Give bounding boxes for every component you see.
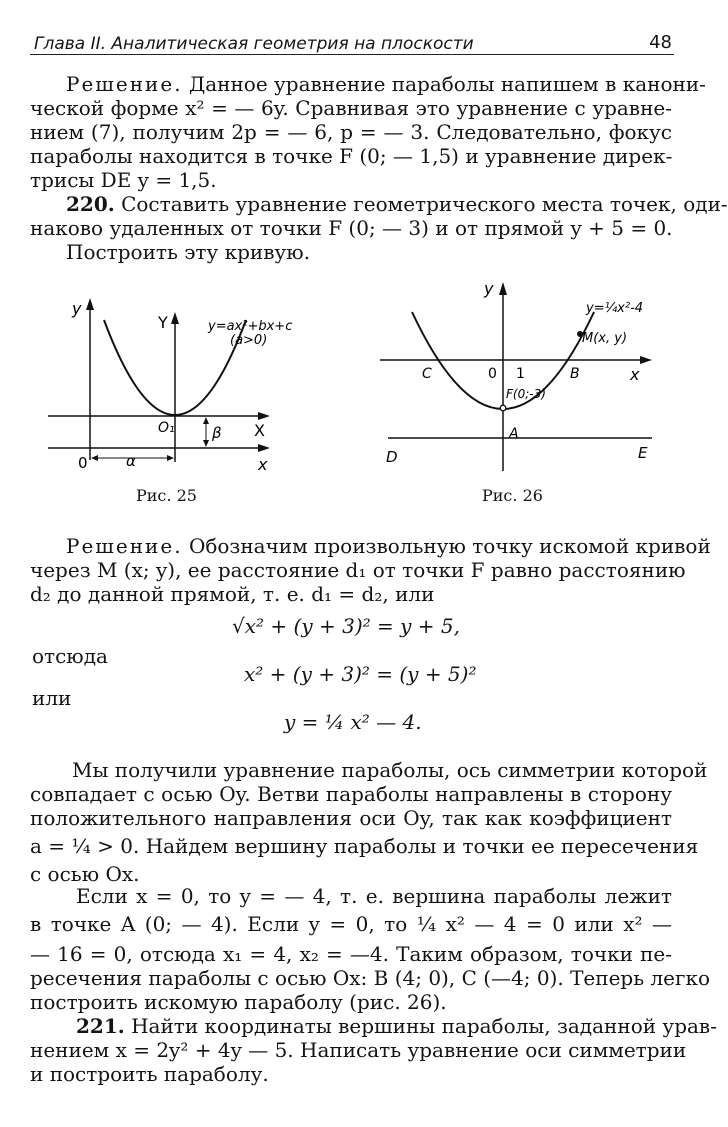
page-header <box>30 32 674 55</box>
figure-26 <box>370 276 670 476</box>
text-line: построить искомую параболу (рис. 26). <box>30 990 447 1014</box>
text-line: в точке A (0; — 4). Если y = 0, то ¼ x² — 4 = 0 или x² — <box>30 912 672 936</box>
fig26-label-d: D <box>386 448 398 466</box>
fig26-label-focus: F(0;-3) <box>506 387 546 401</box>
equation-3: y = ¼ x² — 4. <box>284 710 422 734</box>
fig26-label-c: C <box>422 366 432 382</box>
text-line: ресечения параболы с осью Ox: B (4; 0), C (—4; 0). Теперь легко <box>30 966 711 990</box>
fig25-equation: y=ax²+bx+c <box>208 319 293 334</box>
fig25-label-x: x <box>258 455 268 474</box>
fig26-label-e: E <box>638 444 648 462</box>
fig26-label-y: y <box>484 279 494 298</box>
text-line: с осью Ox. <box>30 862 140 886</box>
text-line: нением x = 2y² + 4y — 5. Написать уравнение оси симметрии <box>30 1038 687 1062</box>
text-line <box>66 534 711 558</box>
word-otsyuda: отсюда <box>32 644 108 668</box>
fig25-condition: (a>0) <box>230 333 268 348</box>
focus-point <box>500 405 506 411</box>
fig26-label-m: M(x, y) <box>582 331 628 346</box>
text-fragment: Составить уравнение геометрического места точек, оди- <box>121 192 728 216</box>
fig26-label-a: A <box>509 426 519 442</box>
solution-lead: Решение. <box>66 72 183 96</box>
fig25-label-X: X <box>254 421 265 440</box>
problem-number: 220. <box>66 192 115 216</box>
text-line: a = ¼ > 0. Найдем вершину параболы и точки ее пересечения <box>30 834 699 858</box>
fig25-label-y: y <box>72 299 82 318</box>
text-line: d₂ до данной прямой, т. е. d₁ = d₂, или <box>30 582 435 606</box>
text-line: Мы получили уравнение параболы, ось симметрии которой <box>72 758 708 782</box>
equation-1: √x² + (y + 3)² = y + 5, <box>232 614 460 638</box>
text-line <box>66 192 728 216</box>
text-line: нием (7), получим 2p = — 6, p = — 3. Следовательно, фокус <box>30 120 672 144</box>
fig25-label-vertex: O₁ <box>158 420 175 436</box>
text-line <box>76 1014 717 1038</box>
fig26-equation: y=¼x²-4 <box>586 301 644 316</box>
running-title: Глава II. Аналитическая геометрия на плоскости <box>34 34 474 54</box>
fig26-label-x: x <box>630 365 640 384</box>
text-line: Если x = 0, то y = — 4, т. е. вершина параболы лежит <box>76 884 672 908</box>
figure-25 <box>40 290 293 480</box>
text-line: совпадает с осью Oy. Ветви параболы направлены в сторону <box>30 782 672 806</box>
word-ili: или <box>32 686 72 710</box>
text-line: через M (x; y), ее расстояние d₁ от точки F равно расстоянию <box>30 558 686 582</box>
text-fragment: Найти координаты вершины параболы, заданной урав- <box>131 1014 717 1038</box>
fig25-caption: Рис. 25 <box>136 486 197 505</box>
text-line: ческой форме x² = — 6y. Сравнивая это уравнение с уравне- <box>30 96 672 120</box>
problem-number: 221. <box>76 1014 125 1038</box>
fig25-label-origin: 0 <box>78 454 88 472</box>
fig26-label-one: 1 <box>516 366 525 382</box>
fig26-caption: Рис. 26 <box>482 486 543 505</box>
fig26-label-origin: 0 <box>488 366 497 382</box>
equation-2: x² + (y + 3)² = (y + 5)² <box>244 662 477 686</box>
text-fragment: Данное уравнение параболы напишем в канони- <box>188 72 706 96</box>
text-line: наково удаленных от точки F (0; — 3) и от прямой y + 5 = 0. <box>30 216 673 240</box>
fig26-label-b: B <box>570 366 580 382</box>
fig25-label-Y: Y <box>158 313 168 332</box>
fig25-label-beta: β <box>212 424 222 442</box>
text-fragment: Обозначим произвольную точку искомой кривой <box>188 534 711 558</box>
text-line: и построить параболу. <box>30 1062 269 1086</box>
page-number: 48 <box>649 32 672 53</box>
text-line: трисы DE y = 1,5. <box>30 168 217 192</box>
fig25-label-alpha: α <box>126 452 136 470</box>
text-line <box>66 72 706 96</box>
solution-lead: Решение. <box>66 534 183 558</box>
text-line: Построить эту кривую. <box>66 240 311 264</box>
text-line: положительного направления оси Oy, так как коэффициент <box>30 806 672 830</box>
text-line: параболы находится в точке F (0; — 1,5) и уравнение дирек- <box>30 144 673 168</box>
text-line: — 16 = 0, отсюда x₁ = 4, x₂ = —4. Таким образом, точки пе- <box>30 942 672 966</box>
